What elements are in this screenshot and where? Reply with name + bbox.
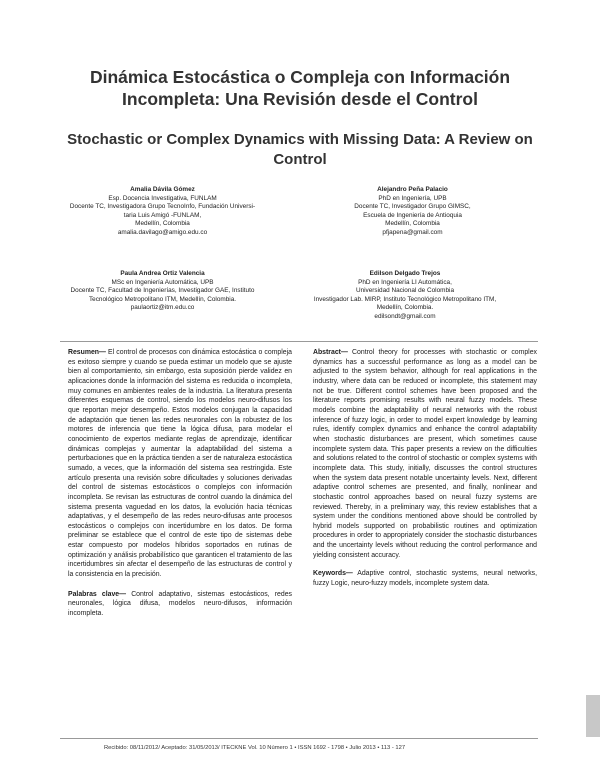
author-location: Medellín, Colombia: [135, 220, 190, 228]
resumen-label: Resumen—: [68, 349, 106, 356]
palabras-clave-label: Palabras clave—: [68, 590, 127, 598]
author-block: [60, 270, 265, 313]
abstract-text: Control theory for processes with stochastic or complex dynamics has a successful performance as long as a model can be adjusted to the system behavior, although for real applications in the industry, where data can be reduced or incomplete, this statement may not be true. Different control schemes have been proposed and the literature reports promising results with neural fuzzy models. These models combine the adaptability of neural networks with the robust inference of fuzzy logic, in order to model expert knowledge by learning rules, identify complex dynamics and enhance the control adaptability when stochastic disturbances are present, which sometimes cause incomplete system data. This paper presents a review on the difficulties and solutions related to the control of stochastic or complex systems with incomplete data. This study, initially, discusses the control structures when the system data present notable uncertainty levels. Next, different adaptive control schemes are presented, and finally, nonlinear and stochastic control approaches based on neural fuzzy systems are reviewed. Thereby, in a preliminary way, this review establishes that a system under the conditions mentioned above should be controlled by hybrid models supported on probabilistic routines and optimization procedures in order to appropriately consider the stochastic disturbances and the uncertainty levels without reducing the control performance and yielding consistent accuracy.: [313, 349, 537, 559]
author-affiliation: Docente TC, Investigador Grupo GIMSC,: [354, 203, 471, 211]
footer-citation: Recibido: 08/11/2012/ Aceptado: 31/05/2013/ ITECKNE Vol. 10 Número 1 • ISSN 1692 - 1798 • Julio 2013 • 113 - 127: [104, 745, 406, 751]
divider: [60, 738, 538, 739]
author-degree: PhD en Ingeniería, UPB: [378, 194, 447, 202]
author-degree: Esp. Docencia Investigativa, FUNLAM: [108, 194, 217, 202]
author-email[interactable]: edilsondt@gmail.com: [374, 312, 436, 320]
author-name: Edilson Delgado Trejos: [369, 270, 441, 277]
keywords-paragraph: [313, 569, 537, 588]
author-name: Paula Andrea Ortiz Valencia: [120, 270, 205, 277]
page-edge-tab: [586, 695, 600, 737]
author-block: [290, 270, 520, 322]
author-block: [305, 186, 520, 238]
author-email[interactable]: paulaortiz@itm.edu.co: [130, 304, 195, 312]
title-english: Stochastic or Complex Dynamics with Missing Data: A Review on Control: [67, 131, 533, 168]
author-email[interactable]: amalia.davilago@amigo.edu.co: [117, 228, 208, 236]
author-email[interactable]: pfjapena@gmail.com: [382, 228, 443, 236]
author-degree: PhD en Ingeniería LI Automática,: [358, 278, 452, 286]
author-block: [60, 186, 265, 238]
abstract-paragraph: [313, 348, 537, 560]
author-affiliation: Docente TC, Facultad de Ingenierías, Investigador GAE, Instituto: [70, 287, 255, 295]
author-affiliation: Docente TC, Investigadora Grupo TecnoInfo, Fundación Universi-: [69, 203, 256, 211]
english-abstract-column: [313, 348, 537, 589]
resumen-paragraph: [68, 348, 292, 580]
title-spanish: Dinámica Estocástica o Compleja con Información Incompleta: Una Revisión desde el Control: [89, 67, 511, 109]
keywords-text: Adaptive control, stochastic systems, neural networks, fuzzy Logic, neuro-fuzzy models, incomplete system data.: [313, 570, 537, 588]
author-location: Medellín, Colombia.: [376, 304, 434, 312]
author-affiliation: Universidad Nacional de Colombia: [355, 287, 455, 295]
palabras-clave-text: Control adaptativo, sistemas estocásticos, redes neuronales, lógica difusa, modelos neuro-difusos, información incompleta.: [68, 590, 292, 618]
author-name: Amalia Dávila Gómez: [130, 186, 195, 193]
resumen-text: El control de procesos con dinámica estocástica o compleja es exitoso siempre y cuando se pueda estimar un modelo que se ajuste bien al comportamiento, sin embargo, esta suposición pierde validez en aplicaciones donde la información del sistema es reducida o incompleta, muy comunes en ambientes reales de la industria. La literatura presenta diferentes esquemas de control, siendo los modelos neuro-difusos los que reportan mejor desempeño. Estos modelos conjugan la capacidad de adaptación que tienen las redes neuronales con la robustez de los motores de inferencia que tiene la lógica difusa, para modelar el conocimiento de expertos mediante reglas de aprendizaje, identificar dinámicas complejas y aumentar la adaptabilidad del sistema a perturbaciones que en la práctica tienden a ser de naturaleza estocástica sumado, a veces, que la información del sistema sea restringida. Este artículo presenta una revisión sobre dificultades y soluciones derivadas del control de sistemas estocásticos o complejos con información incompleta. Se revisan las estructuras de control cuando la dinámica del sistema presenta vaguedad en los datos, la evolución hacia técnicas adaptativas, y el desempeño de las redes neuro-difusas ante procesos estocásticos o complejos con incertidumbre en los datos. De forma preliminar se establece que el control de este tipo de sistemas debe estar compuesto por modelos híbridos soportados en rutinas de optimización y análisis probabilístico que garanticen el tratamiento de las incertidumbres sin afectar el desempeño de las estructuras de control y la consistencia en la precisión.: [68, 349, 292, 579]
author-affiliation: Escuela de Ingeniería de Antioquia: [363, 211, 462, 219]
author-name: Alejandro Peña Palacio: [377, 186, 448, 193]
author-affiliation: Investigador Lab. MIRP, Instituto Tecnológico Metropolitano ITM,: [313, 295, 497, 303]
author-location: Medellín, Colombia: [385, 220, 440, 228]
keywords-label: Keywords—: [313, 570, 353, 578]
divider: [60, 341, 538, 342]
author-affiliation: taria Luis Amigó -FUNLAM,: [123, 211, 202, 219]
author-affiliation: Tecnológico Metropolitano ITM, Medellín, Colombia.: [88, 295, 237, 303]
author-degree: MSc en Ingeniería Automática, UPB: [111, 278, 214, 286]
abstract-label: Abstract—: [313, 349, 348, 356]
spanish-abstract-column: [68, 348, 292, 619]
palabras-clave-paragraph: [68, 590, 292, 619]
